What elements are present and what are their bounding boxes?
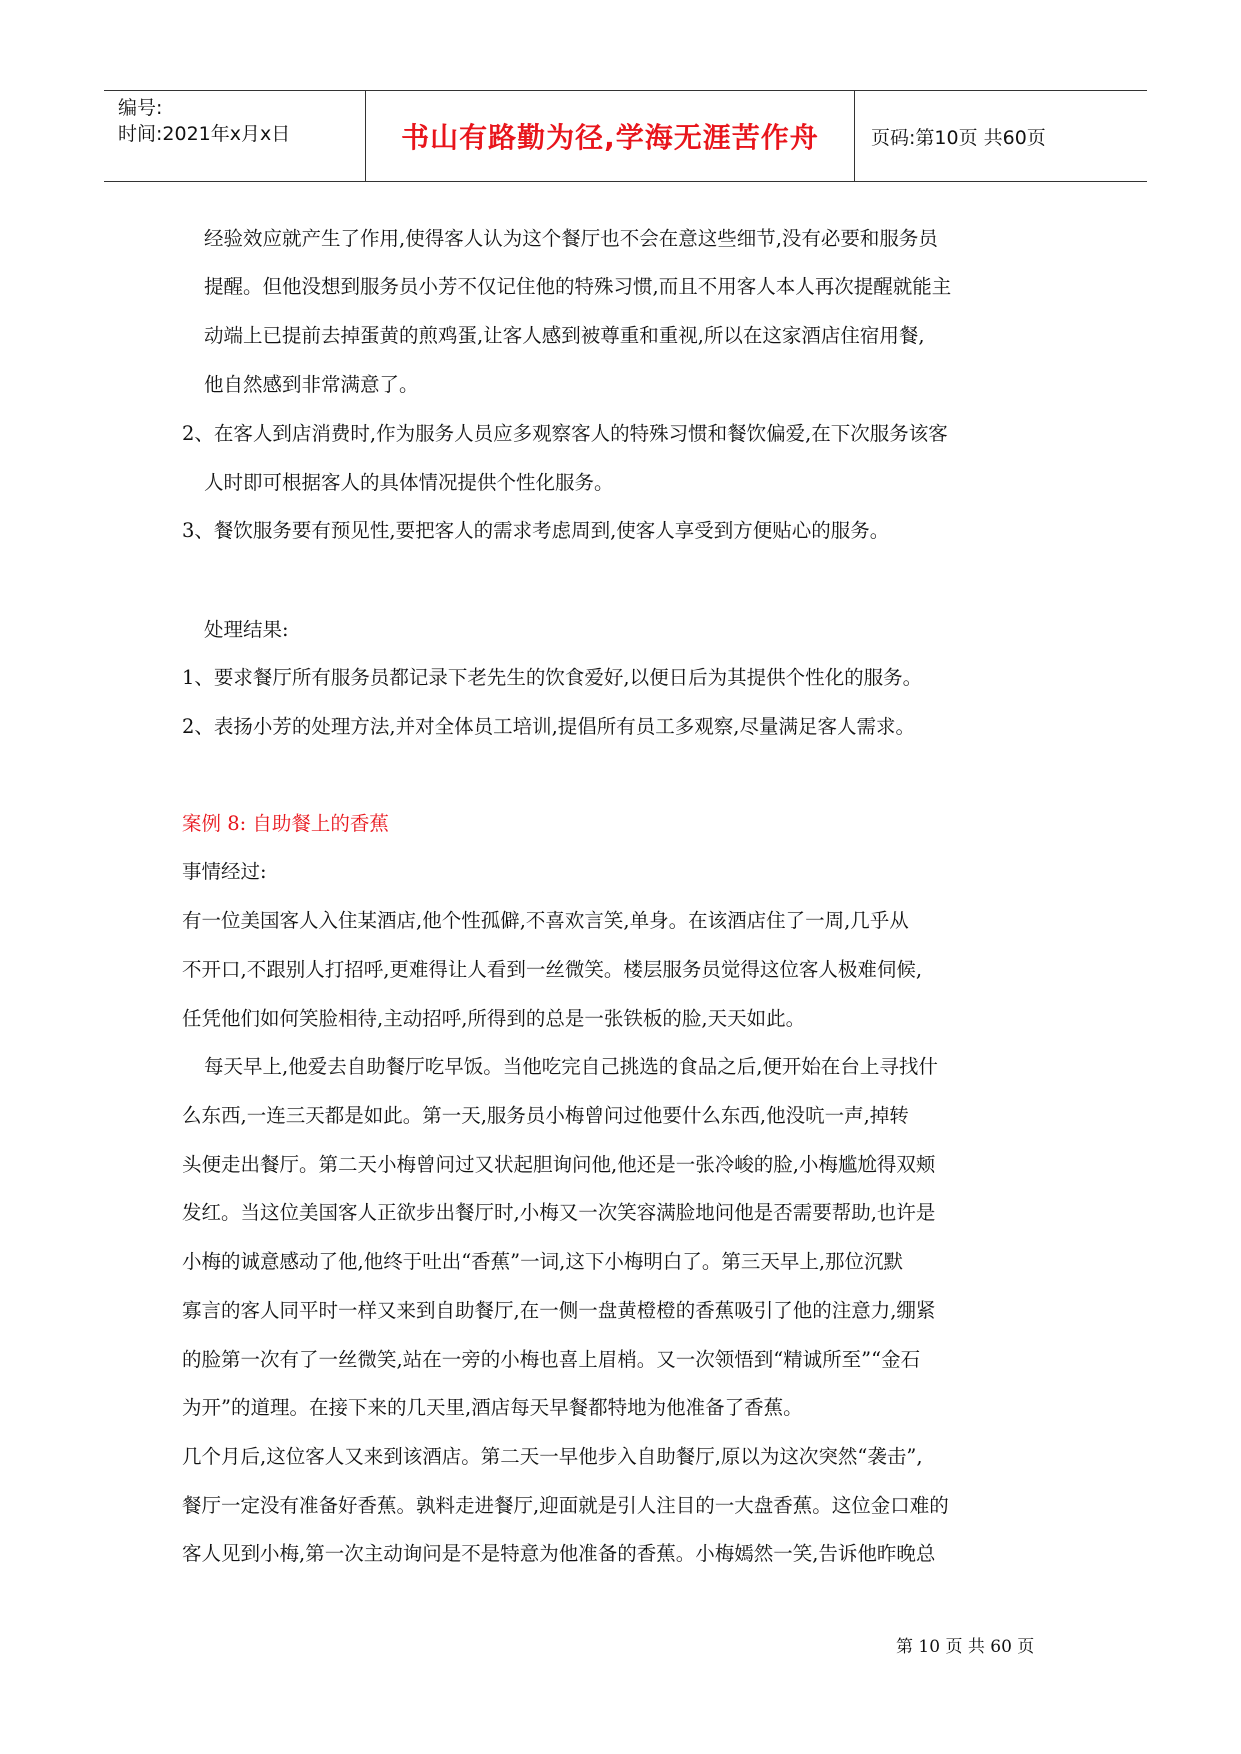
body-line: 的脸第一次有了一丝微笑,站在一旁的小梅也喜上眉梢。又一次领悟到“精诚所至”“金石 [182, 1348, 921, 1371]
body-line: 任凭他们如何笑脸相待,主动招呼,所得到的总是一张铁板的脸,天天如此。 [182, 1007, 806, 1030]
body-line: 2、在客人到店消费时,作为服务人员应多观察客人的特殊习惯和餐饮偏爱,在下次服务该客 [182, 422, 948, 445]
body-line: 寡言的客人同平时一样又来到自助餐厅,在一侧一盘黄橙橙的香蕉吸引了他的注意力,绷紧 [182, 1299, 936, 1322]
body-line: 人时即可根据客人的具体情况提供个性化服务。 [204, 471, 614, 494]
case-title: 案例 8: 自助餐上的香蕉 [182, 812, 389, 835]
header-middle-cell [366, 91, 855, 181]
body-line: 2、表扬小芳的处理方法,并对全体员工培训,提倡所有员工多观察,尽量满足客人需求。 [182, 715, 916, 738]
body-line: 1、要求餐厅所有服务员都记录下老先生的饮食爱好,以便日后为其提供个性化的服务。 [182, 666, 923, 689]
body-line: 头便走出餐厅。第二天小梅曾问过又状起胆询问他,他还是一张冷峻的脸,小梅尴尬得双颊 [182, 1153, 936, 1176]
serial-label: 编号: [118, 97, 163, 119]
body-line: 他自然感到非常满意了。 [204, 373, 419, 396]
page-header [104, 90, 1147, 182]
header-left-cell [104, 91, 366, 181]
body-line: 小梅的诚意感动了他,他终于吐出“香蕉”一词,这下小梅明白了。第三天早上,那位沉默 [182, 1250, 904, 1273]
page-code: 页码:第10页 共60页 [871, 126, 1046, 149]
body-line: 3、餐饮服务要有预见性,要把客人的需求考虑周到,使客人享受到方便贴心的服务。 [182, 519, 890, 542]
section-heading: 事情经过: [182, 860, 267, 883]
body-line: 餐厅一定没有准备好香蕉。孰料走进餐厅,迎面就是引人注目的一大盘香蕉。这位金口难的 [182, 1494, 949, 1517]
time-label: 时间:2021年x月x日 [118, 123, 291, 145]
motto-text: 书山有路勤为径,学海无涯苦作舟 [401, 121, 819, 154]
body-line: 发红。当这位美国客人正欲步出餐厅时,小梅又一次笑容满脸地问他是否需要帮助,也许是 [182, 1201, 936, 1224]
body-line: 为开”的道理。在接下来的几天里,酒店每天早餐都特地为他准备了香蕉。 [182, 1396, 803, 1419]
section-heading: 处理结果: [204, 618, 289, 641]
body-line: 客人见到小梅,第一次主动询问是不是特意为他准备的香蕉。小梅嫣然一笑,告诉他昨晚总 [182, 1542, 936, 1565]
body-line: 提醒。但他没想到服务员小芳不仅记住他的特殊习惯,而且不用客人本人再次提醒就能主 [204, 275, 952, 298]
body-line: 么东西,一连三天都是如此。第一天,服务员小梅曾问过他要什么东西,他没吭一声,掉转 [182, 1104, 909, 1127]
body-line: 经验效应就产生了作用,使得客人认为这个餐厅也不会在意这些细节,没有必要和服务员 [204, 227, 938, 250]
body-line: 几个月后,这位客人又来到该酒店。第二天一早他步入自助餐厅,原以为这次突然“袭击”, [182, 1445, 923, 1468]
body-line: 动端上已提前去掉蛋黄的煎鸡蛋,让客人感到被尊重和重视,所以在这家酒店住宿用餐, [204, 324, 925, 347]
header-right-cell [855, 91, 1147, 181]
body-line: 不开口,不跟别人打招呼,更难得让人看到一丝微笑。楼层服务员觉得这位客人极难伺候, [182, 958, 923, 981]
page-footer: 第 10 页 共 60 页 [896, 1637, 1035, 1657]
body-line: 每天早上,他爱去自助餐厅吃早饭。当他吃完自己挑选的食品之后,便开始在台上寻找什 [204, 1055, 938, 1078]
body-line: 有一位美国客人入住某酒店,他个性孤僻,不喜欢言笑,单身。在该酒店住了一周,几乎从 [182, 909, 909, 932]
